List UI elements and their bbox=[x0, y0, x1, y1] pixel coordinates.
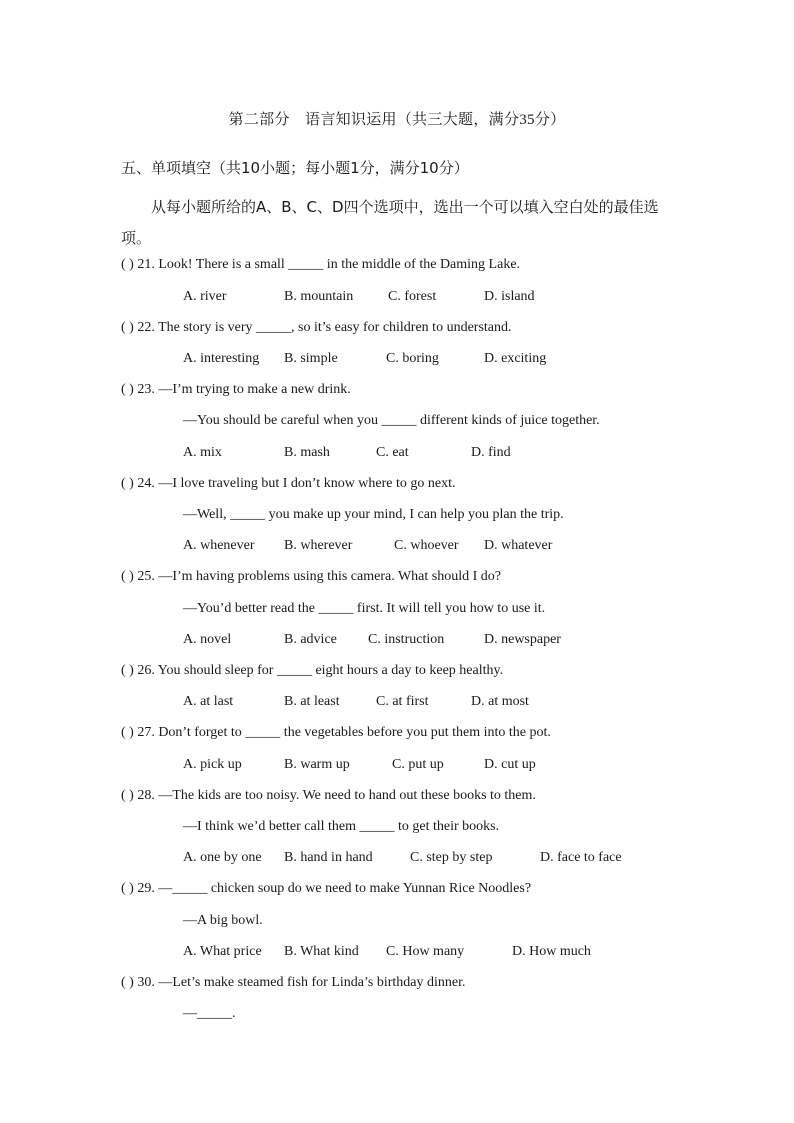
option-d: D. at most bbox=[471, 694, 529, 709]
section-heading: 五、单项填空（共10小题；每小题1分，满分10分） bbox=[121, 159, 469, 177]
option-b: B. at least bbox=[284, 694, 340, 709]
option-b: B. mountain bbox=[284, 289, 354, 304]
question-stem: ( ) 28. —The kids are too noisy. We need to hand out these books to them. bbox=[121, 788, 536, 803]
option-b: B. hand in hand bbox=[284, 850, 373, 865]
question-reply: —_____. bbox=[183, 1006, 236, 1021]
option-b: B. warm up bbox=[284, 757, 350, 772]
option-a: A. interesting bbox=[183, 351, 260, 366]
option-d: D. cut up bbox=[484, 757, 536, 772]
option-a: A. whenever bbox=[183, 538, 255, 553]
part-title: 第二部分 语言知识运用（共三大题，满分35分） bbox=[228, 112, 566, 128]
option-b: B. advice bbox=[284, 632, 337, 647]
option-c: C. step by step bbox=[410, 850, 493, 865]
question-reply: —Well, _____ you make up your mind, I can help you plan the trip. bbox=[183, 507, 564, 522]
option-d: D. How much bbox=[512, 944, 591, 959]
question-stem: ( ) 21. Look! There is a small _____ in the middle of the Daming Lake. bbox=[121, 257, 521, 272]
option-b: B. What kind bbox=[284, 944, 359, 959]
option-c: C. forest bbox=[388, 289, 437, 304]
option-c: C. How many bbox=[386, 944, 465, 959]
option-a: A. What price bbox=[183, 944, 262, 959]
option-c: C. boring bbox=[386, 351, 439, 366]
option-a: A. mix bbox=[183, 445, 222, 460]
question-stem: ( ) 24. —I love traveling but I don’t know where to go next. bbox=[121, 476, 456, 491]
question-stem: ( ) 23. —I’m trying to make a new drink. bbox=[121, 382, 351, 397]
option-c: C. whoever bbox=[394, 538, 459, 553]
option-d: D. island bbox=[484, 289, 535, 304]
option-d: D. find bbox=[471, 445, 511, 460]
instructions: 从每小题所给的A、B、C、D四个选项中，选出一个可以填入空白处的最佳选项。 bbox=[121, 198, 659, 247]
question-reply: —A big bowl. bbox=[183, 913, 263, 928]
question-stem: ( ) 26. You should sleep for _____ eight hours a day to keep healthy. bbox=[121, 663, 504, 678]
option-d: D. newspaper bbox=[484, 632, 561, 647]
question-reply: —You’d better read the _____ first. It will tell you how to use it. bbox=[183, 601, 546, 616]
option-a: A. at last bbox=[183, 694, 234, 709]
option-a: A. river bbox=[183, 289, 227, 304]
question-stem: ( ) 30. —Let’s make steamed fish for Linda’s birthday dinner. bbox=[121, 975, 466, 990]
option-d: D. exciting bbox=[484, 351, 547, 366]
option-b: B. mash bbox=[284, 445, 330, 460]
option-a: A. pick up bbox=[183, 757, 242, 772]
option-a: A. one by one bbox=[183, 850, 262, 865]
question-stem: ( ) 25. —I’m having problems using this camera. What should I do? bbox=[121, 569, 501, 584]
option-d: D. face to face bbox=[540, 850, 622, 865]
option-b: B. simple bbox=[284, 351, 338, 366]
option-c: C. instruction bbox=[368, 632, 445, 647]
question-stem: ( ) 29. —_____ chicken soup do we need to make Yunnan Rice Noodles? bbox=[121, 881, 532, 896]
option-b: B. wherever bbox=[284, 538, 353, 553]
question-stem: ( ) 22. The story is very _____, so it’s easy for children to understand. bbox=[121, 320, 512, 335]
question-reply: —You should be careful when you _____ different kinds of juice together. bbox=[183, 413, 600, 428]
question-reply: —I think we’d better call them _____ to get their books. bbox=[183, 819, 500, 834]
option-c: C. at first bbox=[376, 694, 429, 709]
option-c: C. eat bbox=[376, 445, 409, 460]
option-c: C. put up bbox=[392, 757, 444, 772]
option-a: A. novel bbox=[183, 632, 232, 647]
question-stem: ( ) 27. Don’t forget to _____ the vegetables before you put them into the pot. bbox=[121, 725, 551, 740]
option-d: D. whatever bbox=[484, 538, 553, 553]
